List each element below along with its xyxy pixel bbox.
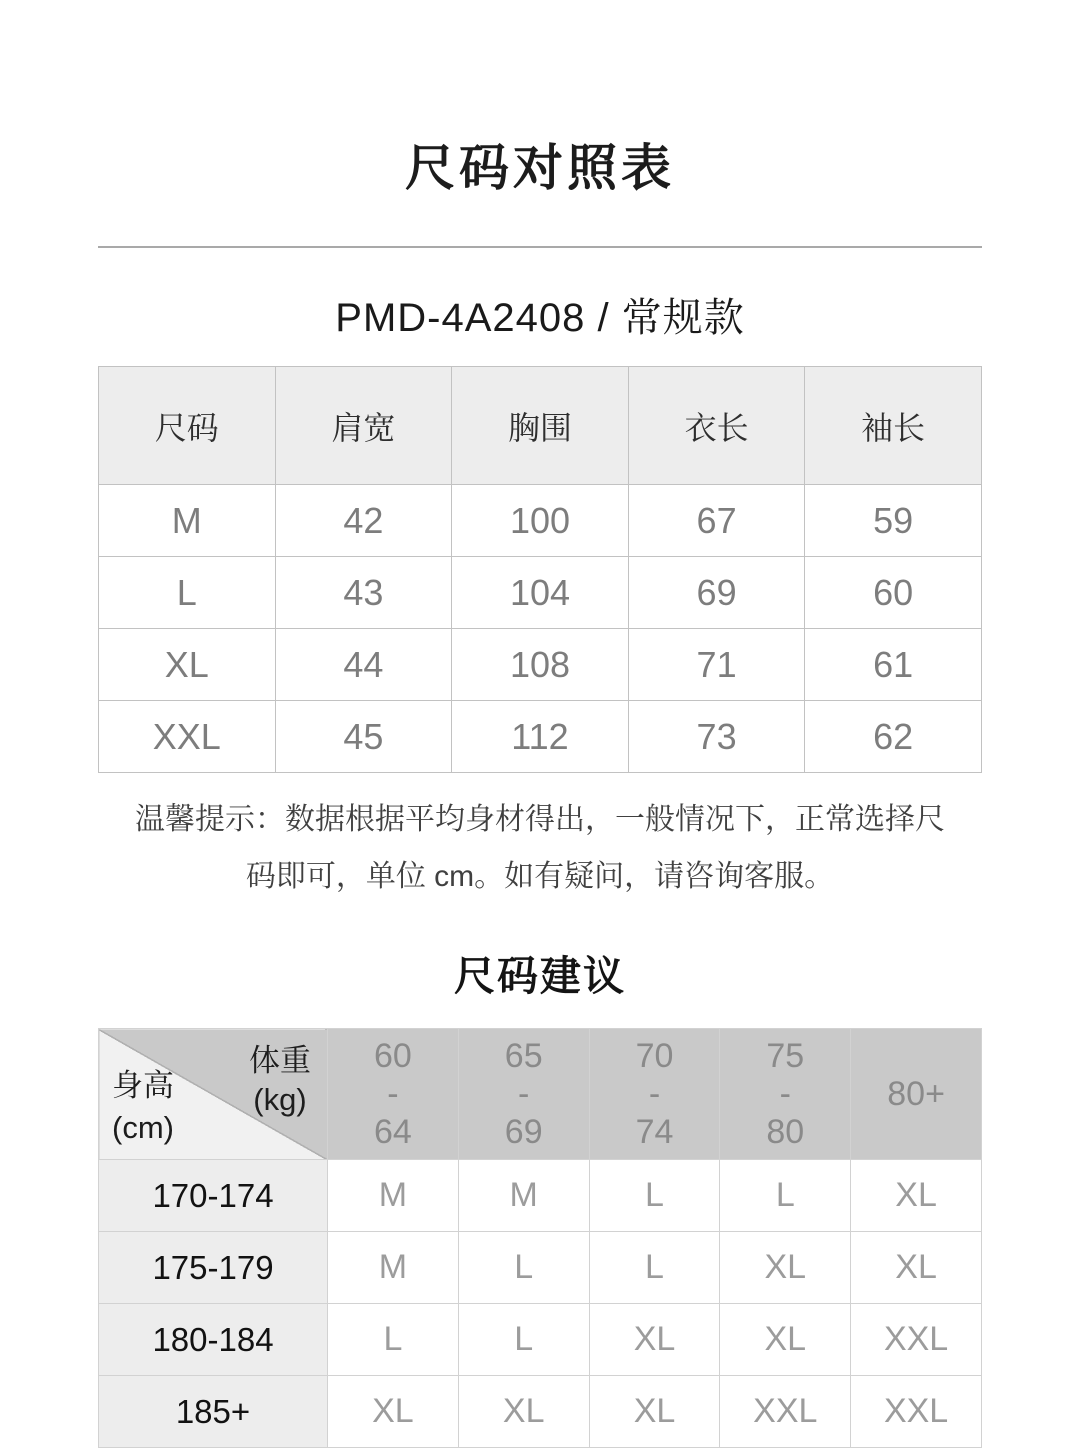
height-range-header: 185+ bbox=[99, 1376, 328, 1448]
spec-value-cell: 67 bbox=[628, 485, 805, 557]
spec-row-m bbox=[99, 485, 982, 557]
spec-row-xxl bbox=[99, 701, 982, 773]
weight-range-header: 80+ bbox=[851, 1029, 982, 1160]
col-header-shoulder-width: 肩宽 bbox=[275, 367, 452, 485]
spec-value-cell: 104 bbox=[452, 557, 629, 629]
recommendation-cell: L bbox=[589, 1160, 720, 1232]
spec-value-cell: 62 bbox=[805, 701, 982, 773]
size-label-cell: XL bbox=[99, 629, 276, 701]
weight-range-header: 60 - 64 bbox=[328, 1029, 459, 1160]
size-label-cell: L bbox=[99, 557, 276, 629]
size-recommendation-table bbox=[98, 1028, 982, 1448]
size-chart-page bbox=[98, 0, 982, 1448]
weight-range-header: 65 - 69 bbox=[458, 1029, 589, 1160]
recommendation-cell: XXL bbox=[720, 1376, 851, 1448]
col-header-sleeve-length: 袖长 bbox=[805, 367, 982, 485]
spec-row-l bbox=[99, 557, 982, 629]
spec-value-cell: 108 bbox=[452, 629, 629, 701]
recommendation-cell: L bbox=[458, 1232, 589, 1304]
recommendation-cell: L bbox=[589, 1232, 720, 1304]
page-title: 尺码对照表 bbox=[405, 140, 675, 196]
recommendation-cell: L bbox=[328, 1304, 459, 1376]
height-axis-label: 身高 (cm) bbox=[112, 1068, 174, 1145]
recommendation-cell: XXL bbox=[851, 1304, 982, 1376]
spec-value-cell: 43 bbox=[275, 557, 452, 629]
col-header-chest: 胸围 bbox=[452, 367, 629, 485]
col-header-garment-length: 衣长 bbox=[628, 367, 805, 485]
spec-row-xl bbox=[99, 629, 982, 701]
col-header-size: 尺码 bbox=[99, 367, 276, 485]
reco-row bbox=[99, 1376, 982, 1448]
spec-value-cell: 73 bbox=[628, 701, 805, 773]
recommendation-cell: L bbox=[720, 1160, 851, 1232]
spec-value-cell: 60 bbox=[805, 557, 982, 629]
recommendation-cell: M bbox=[328, 1160, 459, 1232]
recommendation-cell: XL bbox=[589, 1304, 720, 1376]
recommendation-cell: XL bbox=[720, 1304, 851, 1376]
spec-header-row bbox=[99, 367, 982, 485]
notice-line-1: 温馨提示：数据根据平均身材得出，一般情况下，正常选择尺 bbox=[135, 803, 945, 836]
divider bbox=[98, 246, 982, 248]
section-title-recommendation: 尺码建议 bbox=[454, 953, 626, 999]
recommendation-cell: XXL bbox=[851, 1376, 982, 1448]
corner-cell bbox=[99, 1029, 328, 1160]
reco-header-row bbox=[99, 1029, 982, 1160]
size-spec-table bbox=[98, 366, 982, 773]
spec-value-cell: 42 bbox=[275, 485, 452, 557]
spec-value-cell: 69 bbox=[628, 557, 805, 629]
spec-value-cell: 61 bbox=[805, 629, 982, 701]
weight-range-header: 75 - 80 bbox=[720, 1029, 851, 1160]
notice-text bbox=[98, 791, 982, 905]
recommendation-cell: M bbox=[328, 1232, 459, 1304]
recommendation-cell: XL bbox=[851, 1160, 982, 1232]
height-range-header: 170-174 bbox=[99, 1160, 328, 1232]
height-range-header: 180-184 bbox=[99, 1304, 328, 1376]
recommendation-cell: M bbox=[458, 1160, 589, 1232]
recommendation-cell: XL bbox=[720, 1232, 851, 1304]
notice-line-2: 码即可，单位 cm。如有疑问，请咨询客服。 bbox=[245, 860, 835, 893]
spec-value-cell: 112 bbox=[452, 701, 629, 773]
spec-value-cell: 45 bbox=[275, 701, 452, 773]
spec-value-cell: 59 bbox=[805, 485, 982, 557]
reco-row bbox=[99, 1160, 982, 1232]
recommendation-cell: XL bbox=[589, 1376, 720, 1448]
height-range-header: 175-179 bbox=[99, 1232, 328, 1304]
spec-value-cell: 44 bbox=[275, 629, 452, 701]
spec-value-cell: 100 bbox=[452, 485, 629, 557]
recommendation-cell: XL bbox=[851, 1232, 982, 1304]
size-label-cell: XXL bbox=[99, 701, 276, 773]
weight-axis-label: 体重 (kg) bbox=[249, 1043, 311, 1117]
size-label-cell: M bbox=[99, 485, 276, 557]
spec-value-cell: 71 bbox=[628, 629, 805, 701]
weight-range-header: 70 - 74 bbox=[589, 1029, 720, 1160]
recommendation-cell: L bbox=[458, 1304, 589, 1376]
model-subtitle: PMD-4A2408 / 常规款 bbox=[335, 296, 745, 340]
reco-row bbox=[99, 1232, 982, 1304]
reco-row bbox=[99, 1304, 982, 1376]
recommendation-cell: XL bbox=[458, 1376, 589, 1448]
recommendation-cell: XL bbox=[328, 1376, 459, 1448]
